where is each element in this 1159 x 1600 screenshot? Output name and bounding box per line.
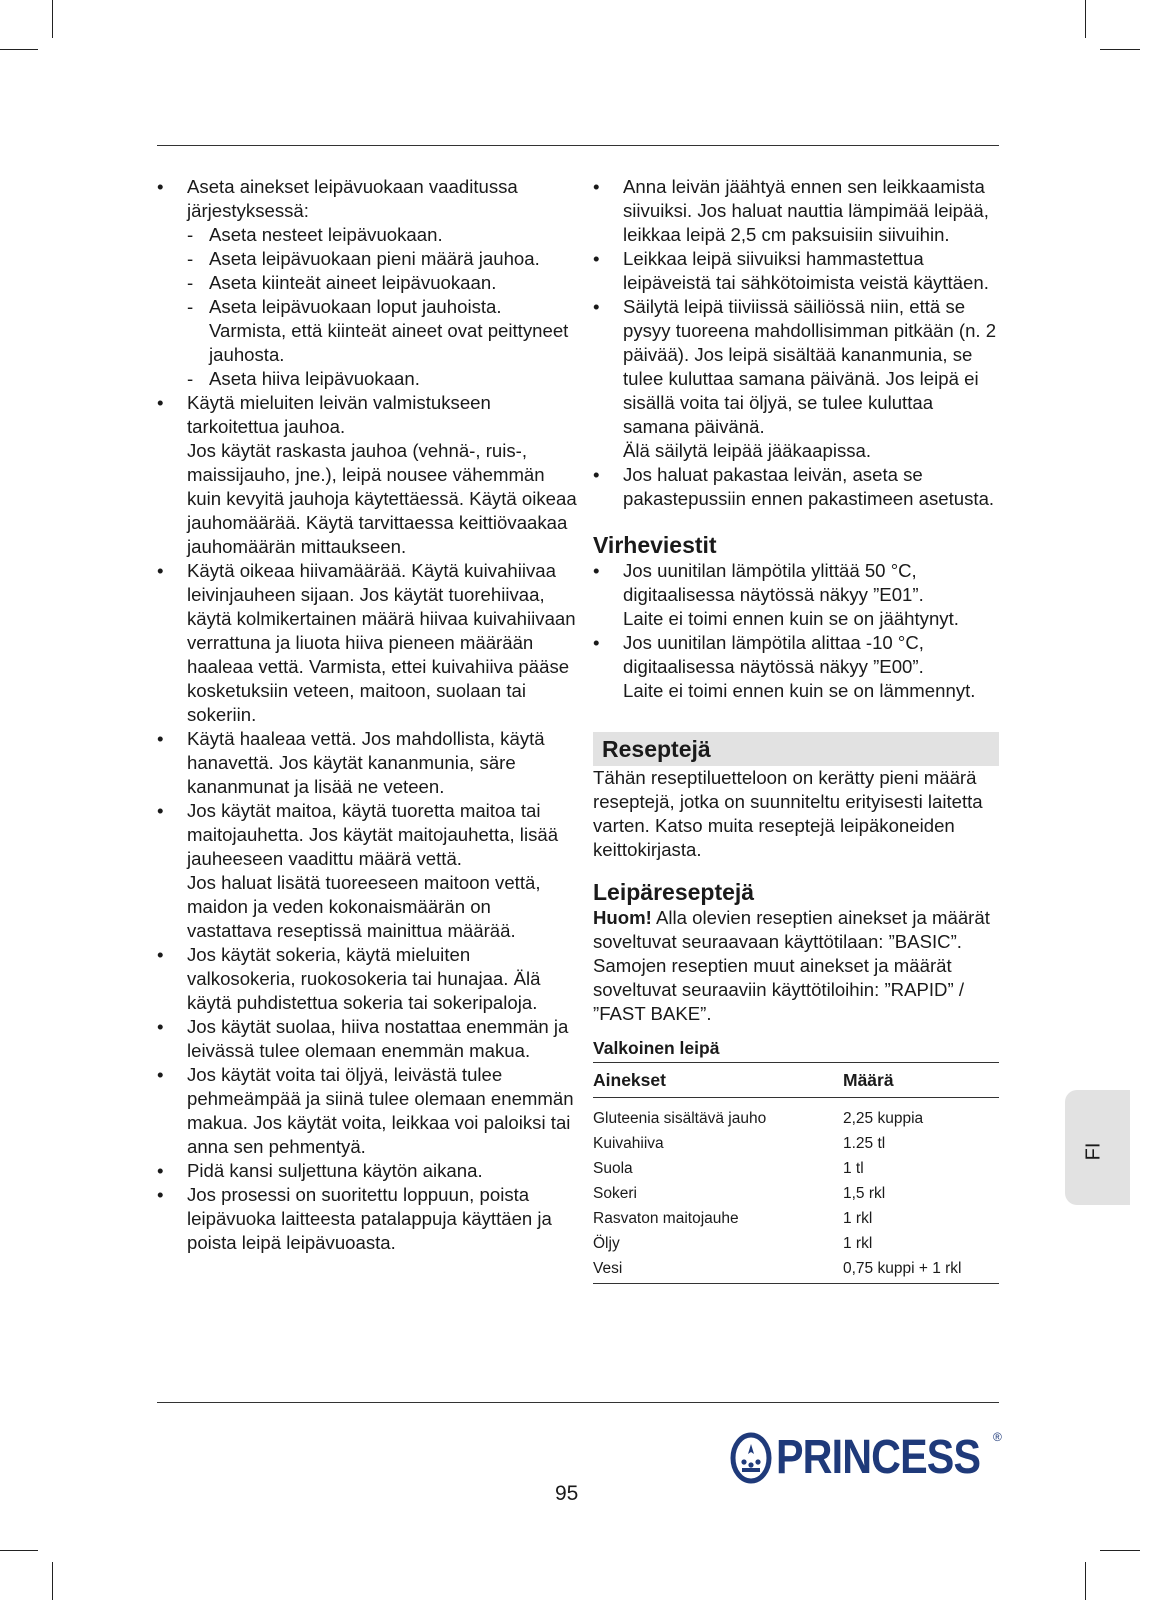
- ingredient-cell: Suola: [593, 1160, 633, 1177]
- ingredients-header: Ainekset: [593, 1063, 843, 1098]
- crop-mark: [52, 1562, 53, 1600]
- ingredient-cell: Öljy: [593, 1235, 620, 1252]
- list-item: • Aseta ainekset leipävuokaan vaaditussa järjestyksessä:: [157, 175, 577, 223]
- list-item: Jos haluat lisätä tuoreeseen maitoon vettä, maidon ja veden kokonaismäärän on vastattava reseptissä mainittua määrää.: [187, 872, 541, 941]
- recipes-intro: Tähän reseptiluetteloon on kerätty pieni määrä reseptejä, jotka on suunniteltu erityisesti laitetta varten. Katso muita reseptejä leipäkoneiden keittokirjasta.: [593, 767, 983, 860]
- list-item: • Käytä oikeaa hiivamäärää. Käytä kuivahiivaa leivinjauheen sijaan. Jos käytät tuorehiivaa, käytä kolmikertainen määrä hiivaa kuivahiivaan verrattuna ja liuota hiiva pieneen määrään haaleaa vettä. Varmista, ettei kuivahiiva pääse kosketuksiin veteen, maitoon, suolaan tai sokeriin.: [157, 559, 577, 727]
- amount-cell: 1 rkl: [843, 1235, 873, 1252]
- list-item: • Anna leivän jäähtyä ennen sen leikkaamista siivuiksi. Jos haluat nauttia lämpimää leipää, leikkaa leipä 2,5 cm paksuisiin siivuihin.: [593, 175, 999, 247]
- note-text: Alla olevien reseptien ainekset ja määrät soveltuvat seuraavaan käyttötilaan: ”BASIC”. Samojen reseptien muut ainekset ja määrät soveltuvat seuraaviin käyttötiloihin: ”RAPID” / ”FAST BAKE”.: [593, 907, 990, 1024]
- amount-cell: 1.25 tl: [843, 1135, 886, 1152]
- list-item: Älä säilytä leipää jääkaapissa.: [623, 440, 872, 461]
- language-tab: [1065, 1090, 1130, 1205]
- table-row: [593, 1156, 999, 1181]
- table-header-row: [593, 1063, 999, 1098]
- sub-list-item: - Aseta leipävuokaan loput jauhoista. Varmista, että kiinteät aineet ovat peittyneet jauhosta.: [157, 295, 577, 367]
- list-item: Laite ei toimi ennen kuin se on jäähtynyt.: [623, 608, 959, 629]
- ingredient-cell: Gluteenia sisältävä jauho: [593, 1110, 767, 1127]
- ingredient-cell: Sokeri: [593, 1185, 637, 1202]
- sub-list-item: - Aseta hiiva leipävuokaan.: [157, 367, 577, 391]
- header-rule: [157, 145, 999, 146]
- left-column: [157, 175, 577, 1255]
- crop-mark: [0, 49, 38, 50]
- crop-mark: [1085, 1562, 1086, 1600]
- errors-heading: Virheviestit: [593, 532, 717, 558]
- page-number: 95: [555, 1482, 579, 1505]
- crop-mark: [1085, 0, 1086, 38]
- crop-mark: [1100, 49, 1140, 50]
- recipe-note: [593, 906, 999, 1026]
- list-item: • Jos uunitilan lämpötila ylittää 50 °C, digitaalisessa näytössä näkyy ”E01”.: [593, 559, 999, 607]
- recipes-heading: Reseptejä: [593, 732, 999, 766]
- list-item: • Käytä mieluiten leivän valmistukseen tarkoitettua jauhoa.: [157, 391, 577, 439]
- list-item: Laite ei toimi ennen kuin se on lämmennyt.: [623, 680, 976, 701]
- list-item: • Jos haluat pakastaa leivän, aseta se pakastepussiin ennen pakastimeen asetusta.: [593, 463, 999, 511]
- list-item: • Jos käytät sokeria, käytä mieluiten valkosokeria, ruokosokeria tai hunajaa. Älä käytä puhdistettua sokeria tai sokeripaloja.: [157, 943, 577, 1015]
- bread-recipes-heading: Leipäreseptejä: [593, 879, 755, 905]
- errors-list: [593, 559, 999, 703]
- sub-list-item: - Aseta leipävuokaan pieni määrä jauhoa.: [157, 247, 577, 271]
- table-row: [593, 1181, 999, 1206]
- footer-rule: [157, 1402, 999, 1403]
- table-row: [593, 1256, 999, 1284]
- table-row: [593, 1206, 999, 1231]
- amount-cell: 1 rkl: [843, 1210, 873, 1227]
- table-row: [593, 1231, 999, 1256]
- brand-name: PRINCESS: [776, 1431, 981, 1484]
- recipe-title: Valkoinen leipä: [593, 1038, 720, 1058]
- amount-cell: 1,5 rkl: [843, 1185, 886, 1202]
- ingredient-cell: Vesi: [593, 1256, 843, 1284]
- right-column: [593, 175, 999, 1284]
- amount-cell: 2,25 kuppia: [843, 1110, 924, 1127]
- note-label: Huom!: [593, 907, 652, 928]
- amount-header: Määrä: [843, 1063, 999, 1098]
- list-item: • Leikkaa leipä siivuiksi hammastettua leipäveistä tai sähkötoimista veistä käyttäen.: [593, 247, 999, 295]
- crop-mark: [0, 1550, 38, 1551]
- table-row: [593, 1131, 999, 1156]
- ingredient-cell: Rasvaton maitojauhe: [593, 1210, 739, 1227]
- amount-cell: 1 tl: [843, 1160, 864, 1177]
- princess-crest-icon: [730, 1432, 772, 1484]
- table-row: [593, 1098, 999, 1132]
- list-item: • Jos uunitilan lämpötila alittaa -10 °C, digitaalisessa näytössä näkyy ”E00”.: [593, 631, 999, 679]
- crop-mark: [52, 0, 53, 38]
- list-item: • Jos käytät maitoa, käytä tuoretta maitoa tai maitojauhetta. Jos käytät maitojauhetta, lisää jauheeseen vaadittu määrä vettä.: [157, 799, 577, 871]
- list-item: • Säilytä leipä tiiviissä säiliössä niin, että se pysyy tuoreena mahdollisimman pitkään (n. 2 päivää). Jos leipä sisältää kananmunia, se tulee kuluttaa samana päivänä. Jos leipä ei sisällä voita tai öljyä, se tulee kuluttaa samana päivänä.: [593, 295, 999, 439]
- list-item: • Jos käytät voita tai öljyä, leivästä tulee pehmeämpää ja siinä tulee olemaan enemmän makua. Jos käytät voita, leikkaa voi paloiksi tai anna sen pehmentyä.: [157, 1063, 577, 1159]
- amount-cell: 0,75 kuppi + 1 rkl: [843, 1256, 999, 1284]
- crop-mark: [1100, 1550, 1140, 1551]
- sub-list-item: - Aseta kiinteät aineet leipävuokaan.: [157, 271, 577, 295]
- language-tab-label: FI: [1082, 1142, 1105, 1161]
- list-item: • Jos käytät suolaa, hiiva nostattaa enemmän ja leivässä tulee olemaan enemmän makua.: [157, 1015, 577, 1063]
- list-item: • Jos prosessi on suoritettu loppuun, poista leipävuoka laitteesta patalappuja käyttäen ja poista leipä leipävuoasta.: [157, 1183, 577, 1255]
- list-item: Jos käytät raskasta jauhoa (vehnä-, ruis-, maissijauho, jne.), leipä nousee vähemmän kuin kevyitä jauhoja käytettäessä. Käytä oikeaa jauhomäärää. Käytä tarvittaessa keittiövaakaa jauhomäärän mittaukseen.: [187, 440, 577, 557]
- registered-mark: ®: [993, 1430, 1002, 1444]
- sub-list-item: - Aseta nesteet leipävuokaan.: [157, 223, 577, 247]
- list-item: • Käytä haaleaa vettä. Jos mahdollista, käytä hanavettä. Jos käytät kananmunia, säre kananmunat ja lisää ne veteen.: [157, 727, 577, 799]
- list-item: • Pidä kansi suljettuna käytön aikana.: [157, 1159, 577, 1183]
- ingredient-cell: Kuivahiiva: [593, 1135, 664, 1152]
- ingredients-table: [593, 1062, 999, 1284]
- bread-tips-list: [593, 175, 999, 511]
- brand-logo: [730, 1430, 1013, 1485]
